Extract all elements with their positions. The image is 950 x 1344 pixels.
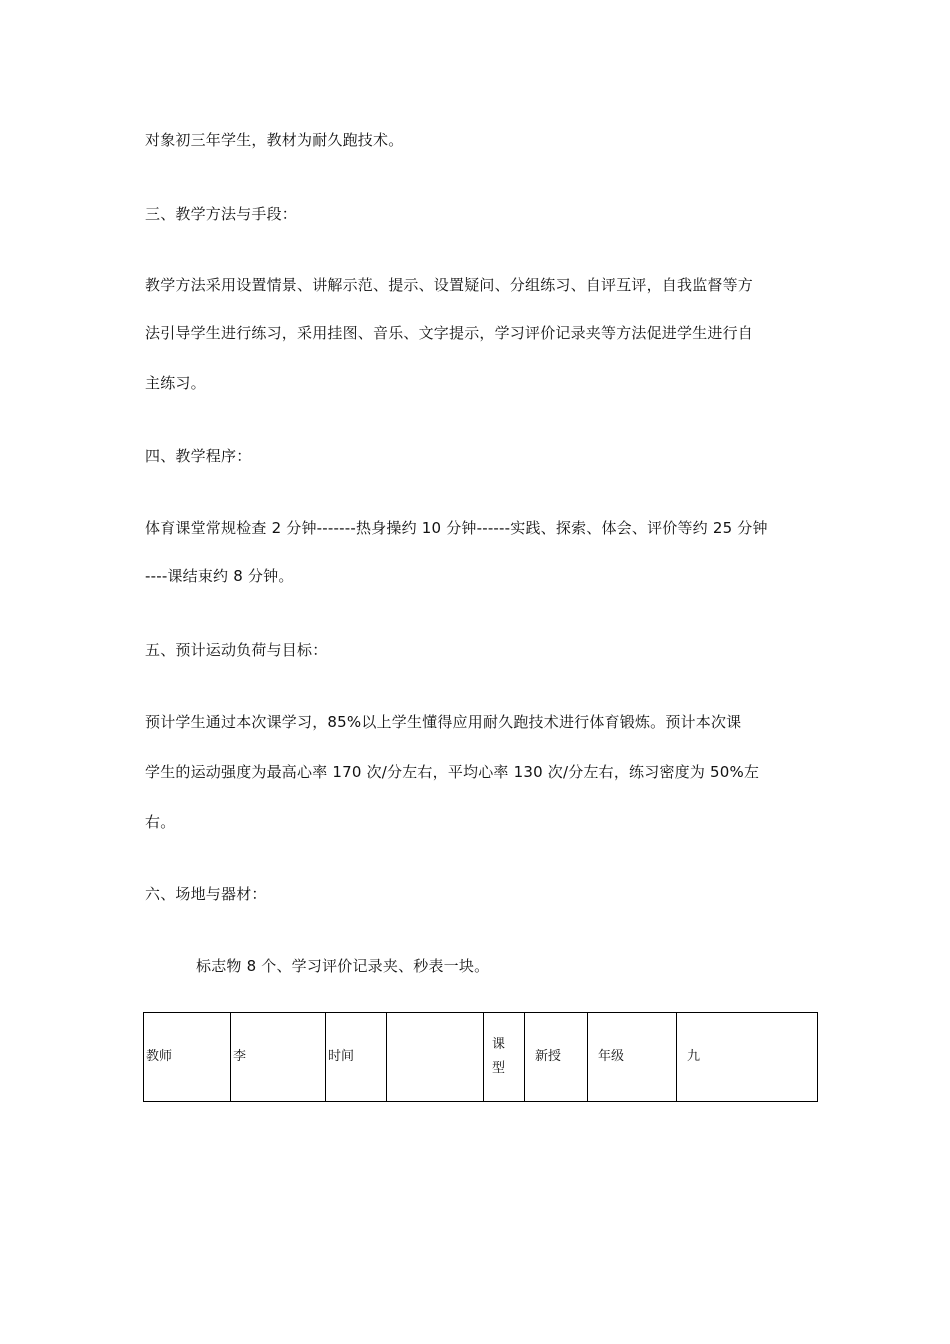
paragraph-load-line-2: 学生的运动强度为最高心率 170 次/分左右，平均心率 130 次/分左右，练习密度为 50%左 — [145, 763, 760, 781]
paragraph-audience: 对象初三年学生，教材为耐久跑技术。 — [145, 131, 404, 149]
table-row — [144, 1013, 818, 1102]
paragraph-load-line-3: 右。 — [145, 813, 176, 831]
paragraph-methods-line-1: 教学方法采用设置情景、讲解示范、提示、设置疑问、分组练习、自评互评，自我监督等方 — [145, 276, 754, 294]
grade-value-cell — [677, 1013, 818, 1102]
teacher-label: 教师 — [146, 1049, 173, 1064]
lesson-type-label-line-1: 课 — [492, 1037, 506, 1052]
paragraph-procedure-line-2: ----课结束约 8 分钟。 — [145, 567, 294, 585]
time-label-cell — [326, 1013, 387, 1102]
lesson-type-label-cell — [484, 1013, 525, 1102]
teacher-label-cell — [144, 1013, 231, 1102]
heading-load-goals: 五、预计运动负荷与目标： — [145, 641, 328, 659]
time-label: 时间 — [328, 1049, 355, 1064]
time-value-cell — [387, 1013, 484, 1102]
lesson-info-table — [143, 1012, 818, 1102]
grade-label-cell — [588, 1013, 677, 1102]
paragraph-procedure-line-1: 体育课堂常规检查 2 分钟-------热身操约 10 分钟------实践、探索、体会、评价等约 25 分钟 — [145, 519, 768, 537]
grade-label: 年级 — [598, 1049, 625, 1064]
paragraph-load-line-1: 预计学生通过本次课学习，85%以上学生懂得应用耐久跑技术进行体育锻炼。预计本次课 — [145, 713, 742, 731]
heading-procedure: 四、教学程序： — [145, 447, 252, 465]
heading-venue-equipment: 六、场地与器材： — [145, 885, 267, 903]
teacher-value-cell — [231, 1013, 326, 1102]
lesson-type-label-line-2: 型 — [492, 1061, 506, 1076]
grade-value: 九 — [687, 1049, 701, 1064]
paragraph-methods-line-2: 法引导学生进行练习，采用挂图、音乐、文字提示，学习评价记录夹等方法促进学生进行自 — [145, 324, 754, 342]
teacher-value: 李 — [233, 1049, 247, 1064]
paragraph-equipment: 标志物 8 个、学习评价记录夹、秒表一块。 — [196, 957, 490, 975]
heading-methods: 三、教学方法与手段： — [145, 205, 298, 223]
lesson-type-value: 新授 — [535, 1049, 562, 1064]
paragraph-methods-line-3: 主练习。 — [145, 374, 206, 392]
lesson-type-value-cell — [525, 1013, 588, 1102]
